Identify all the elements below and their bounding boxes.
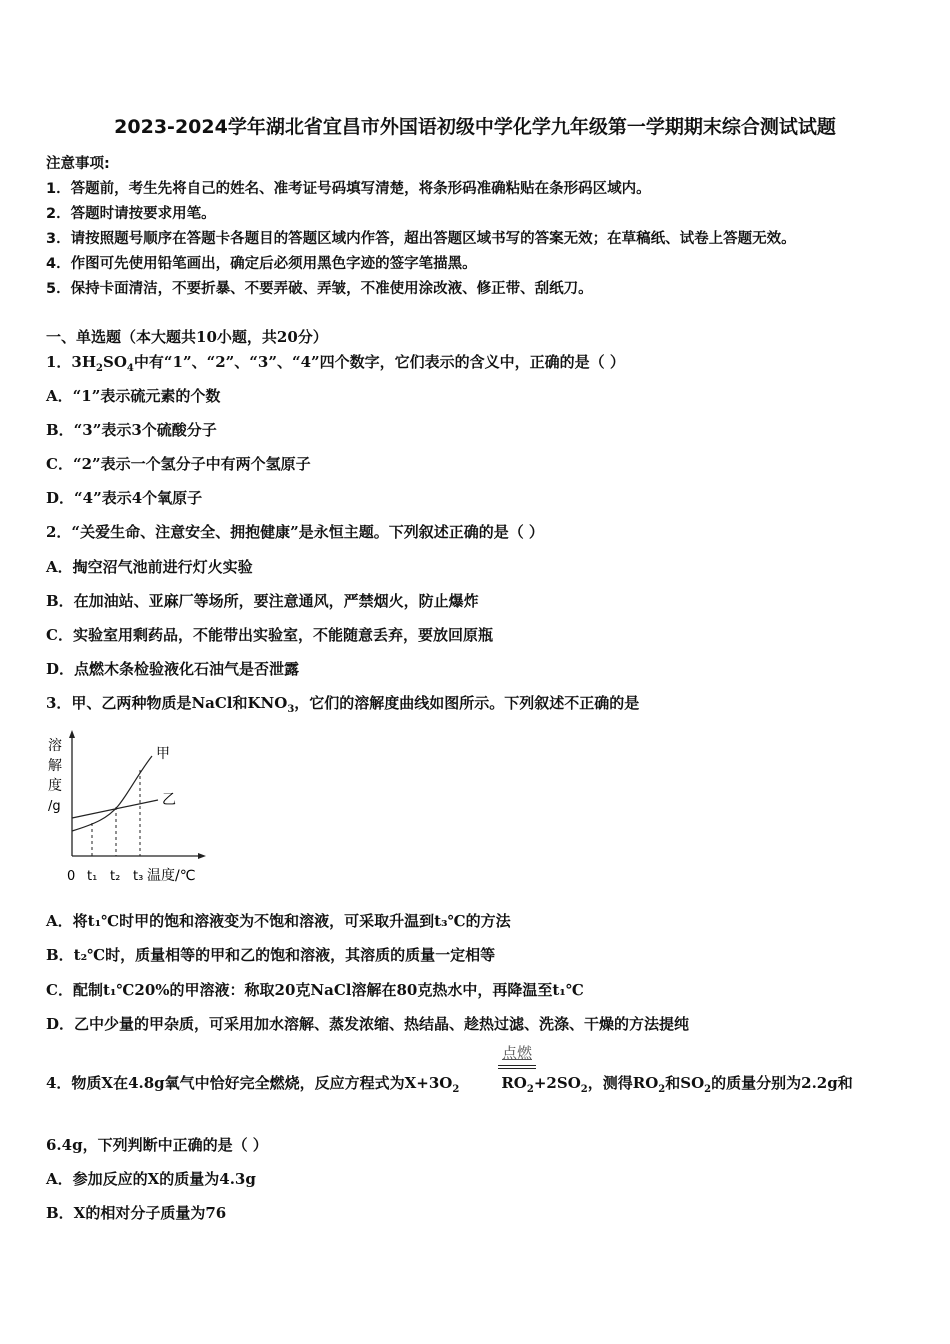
notice-item-4: 4．作图可先使用铅笔画出，确定后必须用黑色字迹的签字笔描黑。 xyxy=(46,256,477,272)
curve-yi xyxy=(72,800,158,818)
question-1-option-b: B．“3”表示3个硫酸分子 xyxy=(46,421,217,439)
y-label-3: 度 xyxy=(48,778,62,794)
notice-item-2: 2．答题时请按要求用笔。 xyxy=(46,206,216,222)
question-3-stem: 3．甲、乙两种物质是NaCl和$KNO_3$，它们的溶解度曲线如图所示。下列叙述不正确的是 xyxy=(46,694,640,715)
question-2-stem: 2．“关爱生命、注意安全、拥抱健康”是永恒主题。下列叙述正确的是（ ） xyxy=(46,523,544,541)
question-1-stem: 1．$3H_2SO_4$中有“1”、“2”、“3”、“4”四个数字，它们表示的含义中，正确的是（ ） xyxy=(46,353,625,374)
question-1-option-d: D．“4”表示4个氧原子 xyxy=(46,489,203,507)
curve-yi-label: 乙 xyxy=(162,792,176,808)
question-3-option-b: B．t₂℃时，质量相等的甲和乙的饱和溶液，其溶质的质量一定相等 xyxy=(46,946,496,964)
x-axis-label: 温度/℃ xyxy=(147,868,196,884)
question-3-option-d: D．乙中少量的甲杂质，可采用加水溶解、蒸发浓缩、热结晶、趁热过滤、洗涤、干燥的方法提纯 xyxy=(46,1015,690,1033)
question-1-option-a: A．“1”表示硫元素的个数 xyxy=(46,387,221,405)
condition-label: 点燃 xyxy=(501,1044,532,1062)
x-axis-arrow xyxy=(198,853,206,859)
notice-heading: 注意事项: xyxy=(46,156,110,172)
notice-item-5: 5．保持卡面清洁，不要折暴、不要弄破、弄皱，不准使用涂改液、修正带、刮纸刀。 xyxy=(46,281,593,297)
tick-t3: t₃ xyxy=(133,869,144,884)
origin-label: 0 xyxy=(67,869,76,884)
question-1-option-c: C．“2”表示一个氢分子中有两个氢原子 xyxy=(46,455,311,473)
question-2-option-b: B．在加油站、亚麻厂等场所，要注意通风，严禁烟火，防止爆炸 xyxy=(46,592,479,610)
tick-t1: t₁ xyxy=(87,869,98,884)
notice-item-1: 1．答题前，考生先将自己的姓名、准考证号码填写清楚，将条形码准确粘贴在条形码区域内。 xyxy=(46,181,651,197)
notice-item-3: 3．请按照题号顺序在答题卡各题目的答题区域内作答，超出答题区域书写的答案无效；在草稿纸、试卷上答题无效。 xyxy=(46,231,796,247)
curve-jia-label: 甲 xyxy=(156,746,170,762)
y-label-1: 溶 xyxy=(48,738,62,754)
question-4-stem: 4．物质X在4.8g氧气中恰好完全燃烧，反应方程式为$X+3O_2$ $RO_2+2SO_2$，测得$RO_2$和$SO_2$的质量分别为2.2g和 xyxy=(46,1074,853,1095)
question-2-option-c: C．实验室用剩药品，不能带出实验室，不能随意丢弃，要放回原瓶 xyxy=(46,626,493,644)
question-2-option-a: A．掏空沼气池前进行灯火实验 xyxy=(46,558,253,576)
section-heading: 一、单选题（本大题共10小题，共20分） xyxy=(46,328,328,346)
page-title: 2023-2024学年湖北省宜昌市外国语初级中学化学九年级第一学期期末综合测试试题 xyxy=(114,116,836,138)
y-axis-arrow xyxy=(69,730,75,738)
question-2-option-d: D．点燃木条检验液化石油气是否泄露 xyxy=(46,660,300,678)
question-4-option-a: A．参加反应的X的质量为4.3g xyxy=(46,1170,256,1188)
question-3-option-c: C．配制t₁℃20%的甲溶液：称取20克NaCl溶解在80克热水中，再降温至t₁℃ xyxy=(46,981,584,999)
reaction-condition xyxy=(498,1042,536,1069)
question-4-option-b: B．X的相对分子质量为76 xyxy=(46,1204,227,1222)
equals-sign xyxy=(498,1065,536,1069)
solubility-graph xyxy=(40,728,220,888)
y-label-4: /g xyxy=(48,799,61,814)
y-label-2: 解 xyxy=(48,758,62,774)
question-3-option-a: A．将t₁℃时甲的饱和溶液变为不饱和溶液，可采取升温到t₃℃的方法 xyxy=(46,912,511,930)
tick-t2: t₂ xyxy=(110,869,121,884)
question-4-stem-cont: 6.4g，下列判断中正确的是（ ） xyxy=(46,1136,268,1154)
